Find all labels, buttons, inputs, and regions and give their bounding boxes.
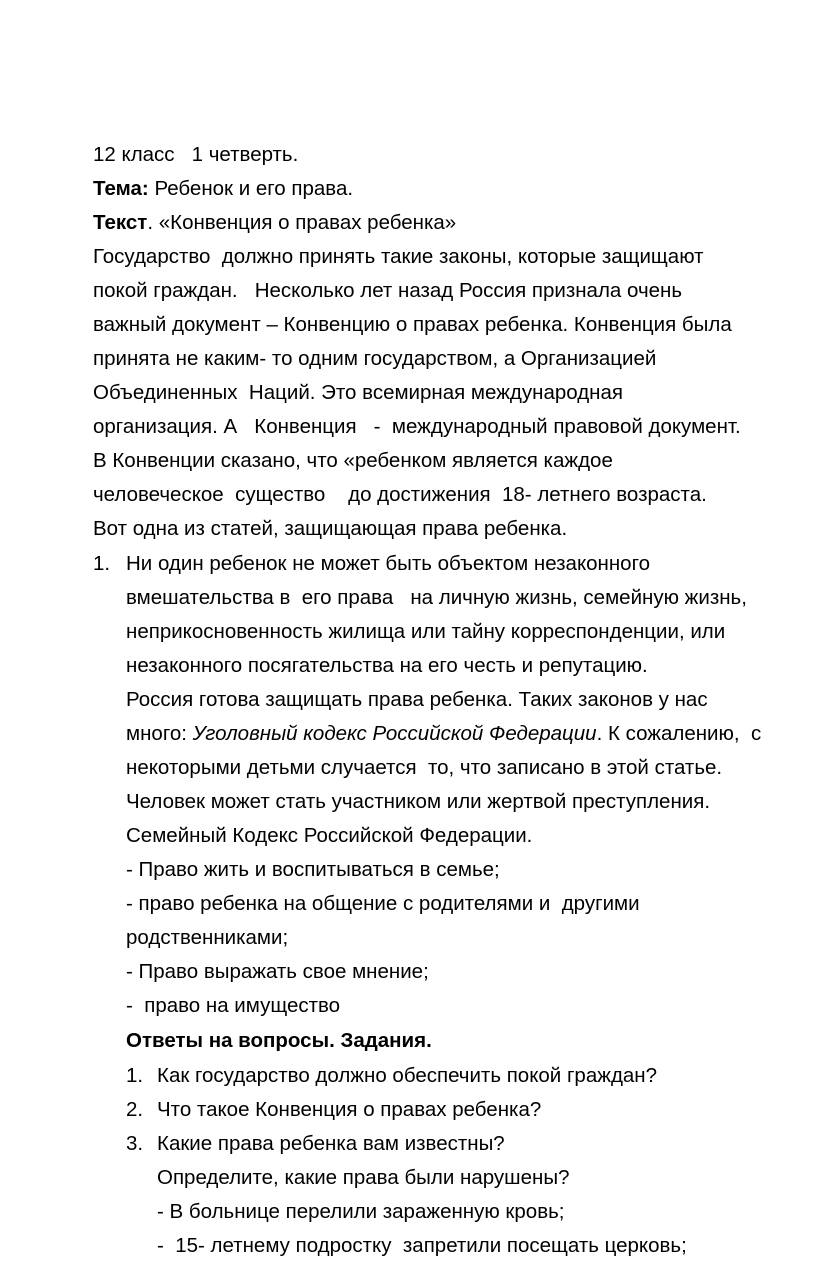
- text-label: Текст: [93, 211, 148, 234]
- article-line: [126, 722, 761, 746]
- article-line: - Право выражать свое мнение;: [126, 960, 429, 983]
- task-number: 2.: [126, 1098, 144, 1121]
- body-line: организация. А Конвенция - международный правовой документ.: [93, 415, 741, 438]
- topic-line: [93, 177, 353, 201]
- task-item: Как государство должно обеспечить покой граждан?: [157, 1064, 658, 1087]
- article-line: - право на имущество: [126, 994, 341, 1017]
- tasks-heading-text: Ответы на вопросы. Задания.: [126, 1029, 432, 1052]
- task-followup: Определите, какие права были нарушены?: [157, 1166, 570, 1189]
- text-title-line: [93, 211, 456, 235]
- tasks-heading: [126, 1029, 432, 1053]
- article-line: Россия готова защищать права ребенка. Таких законов у нас: [126, 688, 708, 711]
- article-line: Семейный Кодекс Российской Федерации.: [126, 824, 533, 847]
- article-line: вмешательства в его права на личную жизнь, семейную жизнь,: [126, 586, 747, 609]
- article-line: некоторыми детьми случается то, что записано в этой статье.: [126, 756, 723, 779]
- article-line: - Право жить и воспитываться в семье;: [126, 858, 500, 881]
- article-line: незаконного посягательства на его честь и репутацию.: [126, 654, 648, 677]
- topic-value: Ребенок и его права.: [148, 177, 354, 200]
- body-line: покой граждан. Несколько лет назад Россия признала очень: [93, 279, 683, 302]
- code-prefix: много:: [126, 722, 193, 745]
- body-line: Объединенных Наций. Это всемирная международная: [93, 381, 623, 404]
- task-followup: - В больнице перелили зараженную кровь;: [157, 1200, 565, 1223]
- task-followup: - 15- летнему подростку запретили посещать церковь;: [157, 1234, 687, 1257]
- article-line: Человек может стать участником или жертвой преступления.: [126, 790, 711, 813]
- body-line: принята не каким- то одним государством, а Организацией: [93, 347, 657, 370]
- task-number: 1.: [126, 1064, 144, 1087]
- article-line: Ни один ребенок не может быть объектом незаконного: [126, 552, 651, 575]
- code-suffix: . К сожалению, с: [596, 722, 762, 745]
- article-number: 1.: [93, 552, 111, 575]
- criminal-code-title: Уголовный кодекс Российской Федерации: [192, 722, 597, 745]
- body-line: важный документ – Конвенцию о правах ребенка. Конвенция была: [93, 313, 732, 336]
- article-line: неприкосновенность жилища или тайну корреспонденции, или: [126, 620, 726, 643]
- text-value: . «Конвенция о правах ребенка»: [147, 211, 457, 234]
- task-number: 3.: [126, 1132, 144, 1155]
- task-item: Какие права ребенка вам известны?: [157, 1132, 505, 1155]
- body-line: Вот одна из статей, защищающая права ребенка.: [93, 517, 568, 540]
- task-item: Что такое Конвенция о правах ребенка?: [157, 1098, 542, 1121]
- grade-line: 12 класс 1 четверть.: [93, 143, 299, 166]
- article-line: родственниками;: [126, 926, 289, 949]
- body-line: человеческое существо до достижения 18- летнего возраста.: [93, 483, 707, 506]
- body-line: Государство должно принять такие законы, которые защищают: [93, 245, 704, 268]
- article-line: - право ребенка на общение с родителями и другими: [126, 892, 640, 915]
- topic-label: Тема:: [93, 177, 149, 200]
- body-line: В Конвенции сказано, что «ребенком является каждое: [93, 449, 613, 472]
